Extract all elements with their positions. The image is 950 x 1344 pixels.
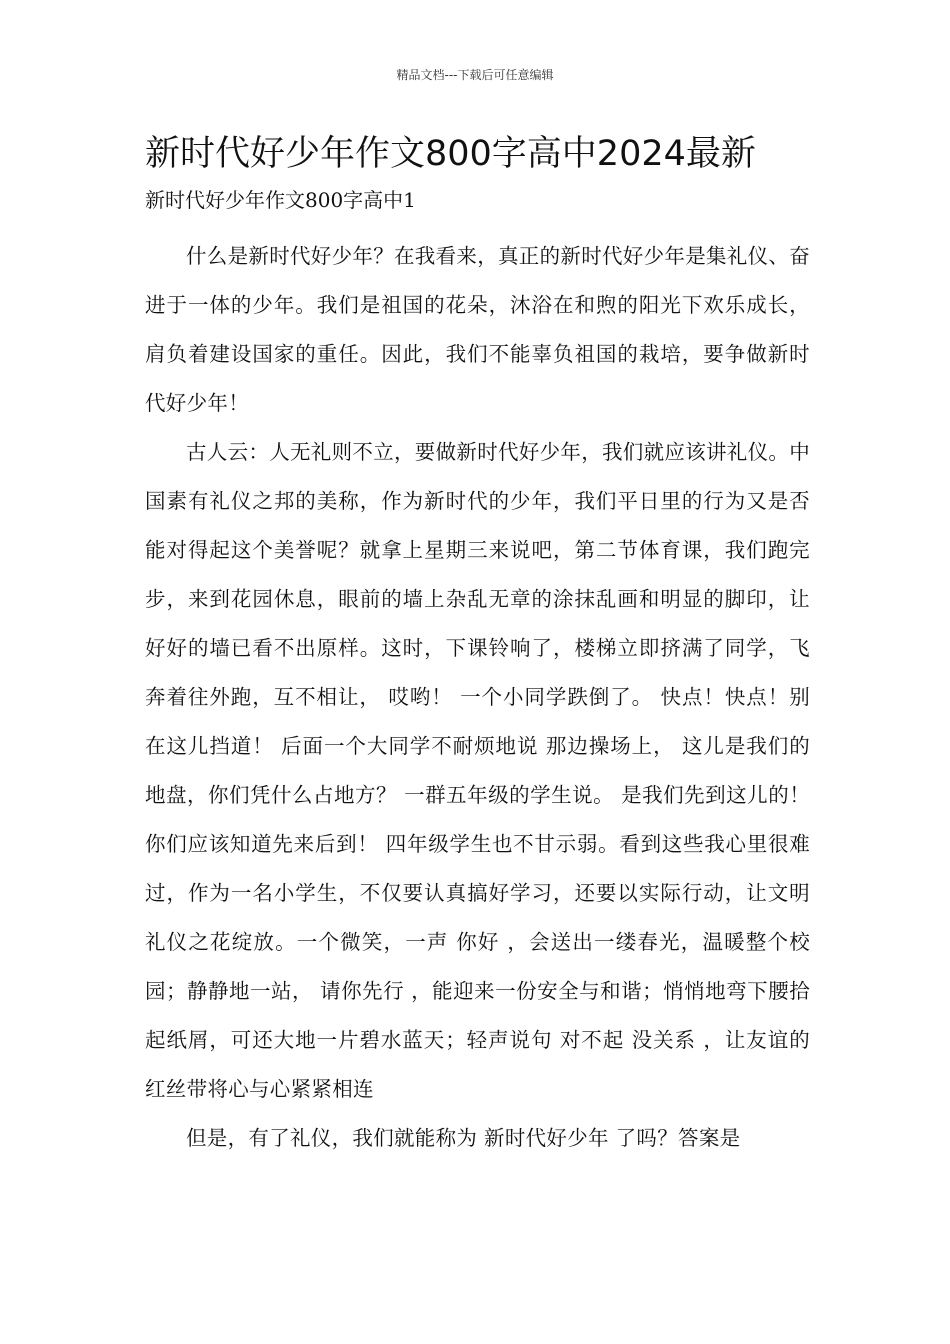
page-header: 精品文档---下载后可任意编辑 [396, 68, 554, 82]
paragraph: 但是，有了礼仪，我们就能称为 新时代好少年 了吗？答案是 [186, 1126, 741, 1150]
document-title: 新时代好少年作文800字高中2024最新 [145, 134, 756, 174]
document-body [145, 232, 810, 1163]
paragraph: 古人云：人无礼则不立，要做新时代好少年，我们就应该讲礼仪。中国素有礼仪之邦的美称，作为新时代的少年，我们平日里的行为又是否能对得起这个美誉呢？就拿上星期三来说吧，第二节体育课，我们跑完步，来到花园休息，眼前的墙上杂乱无章的涂抹乱画和明显的脚印，让好好的墙已看不出原样。这时，下课铃响了，楼梯立即挤满了同学，飞奔着往外跑，互不相让， 哎哟！ 一个小同学跌倒了。 快点！快点！别在这儿挡道！ 后面一个大同学不耐烦地说 那边操场上， 这儿是我们的地盘，你们凭什么占地方？ 一群五年级的学生说。 是我们先到这儿的！你们应该知道先来后到！ 四年级学生也不甘示弱。看到这些我心里很难过，作为一名小学生，不仅要认真搞好学习，还要以实际行动，让文明礼仪之花绽放。一个微笑，一声 你好 ，会送出一缕春光，温暖整个校园；静静地一站， 请你先行 ，能迎来一份安全与和谐；悄悄地弯下腰拾起纸屑，可还大地一片碧水蓝天；轻声说句 对不起 没关系 ，让友谊的红丝带将心与心紧紧相连 [145, 440, 810, 1101]
document-subtitle: 新时代好少年作文800字高中1 [145, 188, 416, 212]
paragraph: 什么是新时代好少年？在我看来，真正的新时代好少年是集礼仪、奋进于一体的少年。我们是祖国的花朵，沐浴在和煦的阳光下欢乐成长，肩负着建设国家的重任。因此，我们不能辜负祖国的栽培，要争做新时代好少年！ [145, 244, 810, 415]
